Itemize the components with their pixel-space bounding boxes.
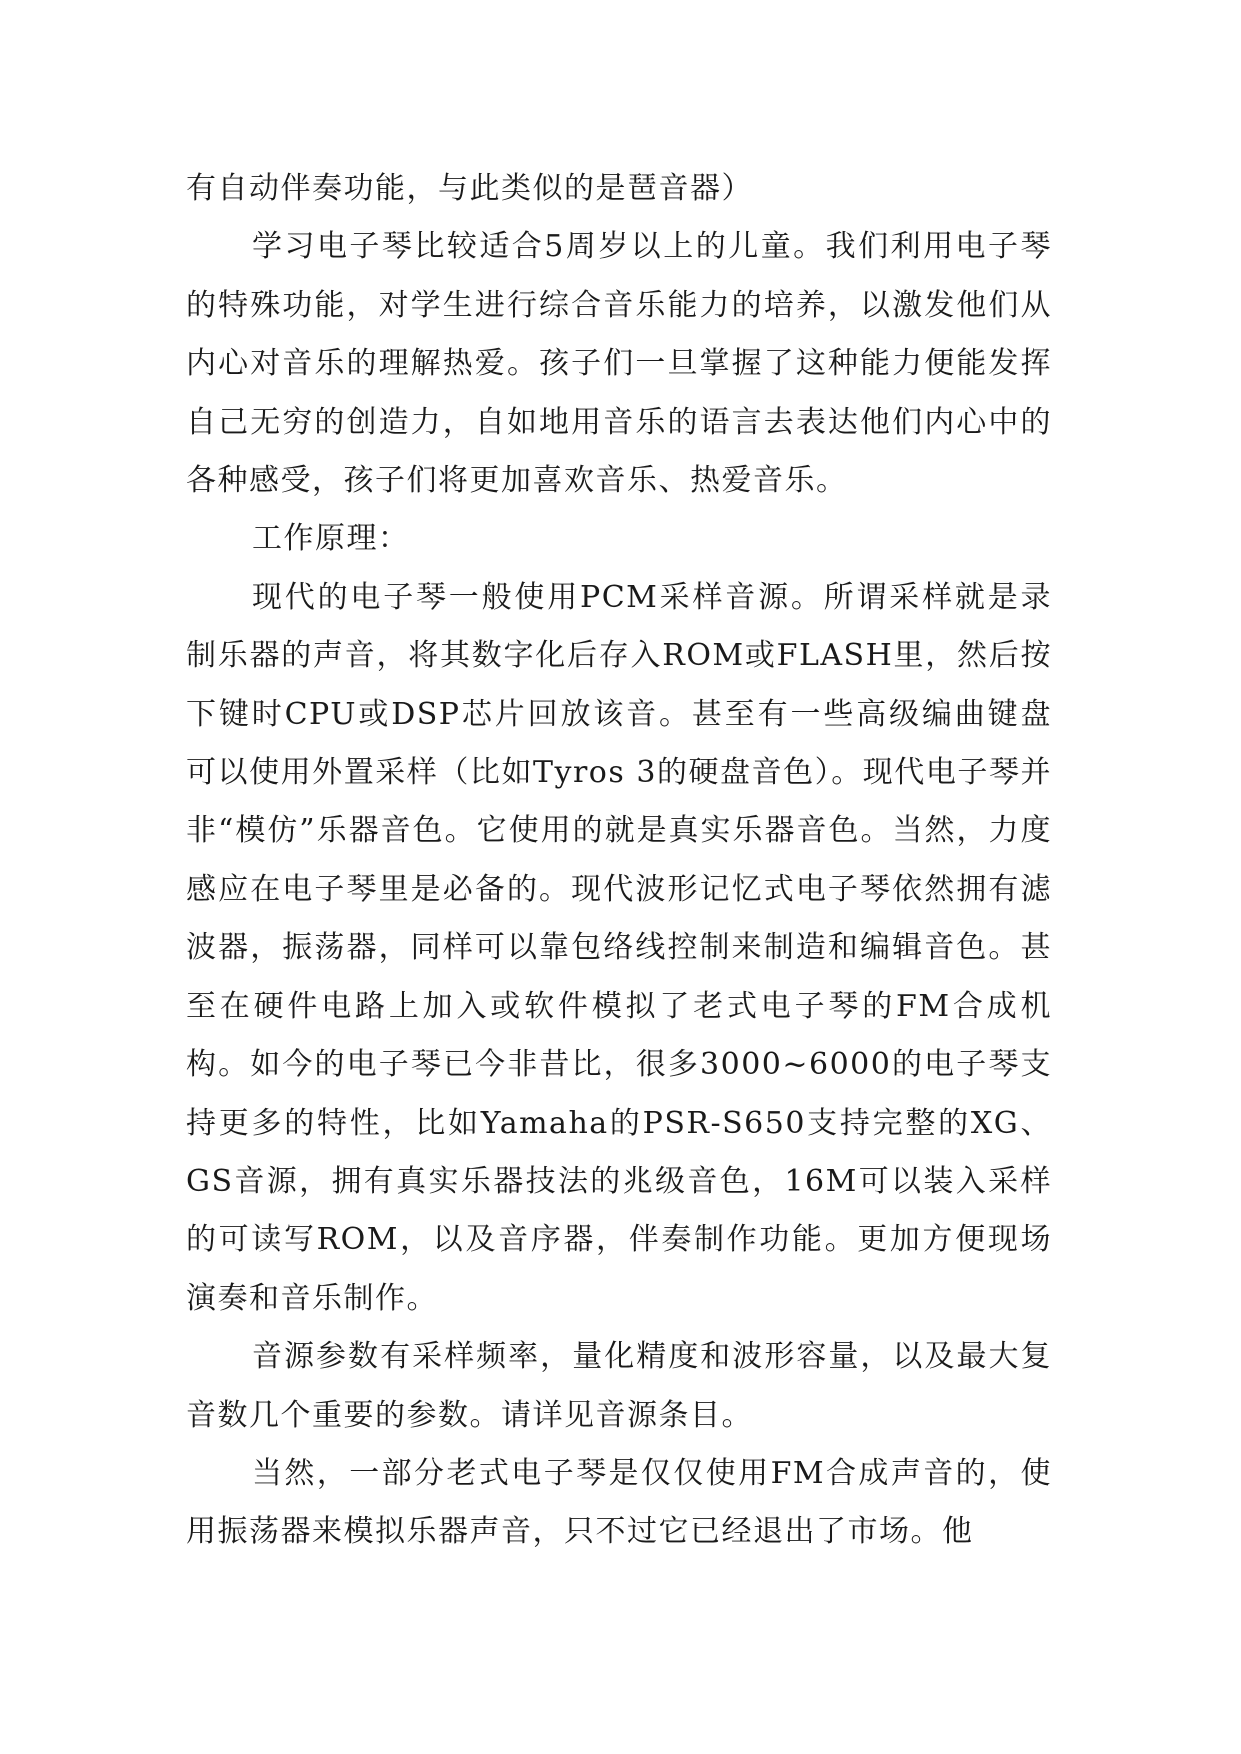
paragraph-pcm-sampling: 现代的电子琴一般使用PCM采样音源。所谓采样就是录制乐器的声音，将其数字化后存入ROM或FLASH里，然后按下键时CPU或DSP芯片回放该音。甚至有一些高级编曲键盘可以使用外置采样（比如Tyros 3的硬盘音色）。现代电子琴并非“模仿”乐器音色。它使用的就是真实乐器音色。当然，力度感应在电子琴里是必备的。现代波形记忆式电子琴依然拥有滤波器，振荡器，同样可以靠包络线控制来制造和编辑音色。甚至在硬件电路上加入或软件模拟了老式电子琴的FM合成机构。如今的电子琴已今非昔比，很多3000~6000的电子琴支持更多的特性，比如Yamaha的PSR-S650支持完整的XG、GS音源，拥有真实乐器技法的兆级音色，16M可以装入采样的可读写ROM，以及音序器，伴奏制作功能。更加方便现场演奏和音乐制作。: [186, 579, 1052, 1316]
paragraph-continuation: 有自动伴奏功能，与此类似的是琶音器）: [186, 171, 753, 206]
paragraph-learning: 学习电子琴比较适合5周岁以上的儿童。我们利用电子琴的特殊功能，对学生进行综合音乐能力的培养，以激发他们从内心对音乐的理解热爱。孩子们一旦掌握了这种能力便能发挥自己无穷的创造力，自如地用音乐的语言去表达他们内心中的各种感受，孩子们将更加喜欢音乐、热爱音乐。: [186, 229, 1052, 499]
paragraph-fm-synthesis: 当然，一部分老式电子琴是仅仅使用FM合成声音的，使用振荡器来模拟乐器声音，只不过它已经退出了市场。他: [186, 1455, 1052, 1550]
document-body: [186, 160, 1052, 1562]
section-heading-working-principle: 工作原理：: [252, 521, 410, 557]
paragraph-sound-source-params: 音源参数有采样频率，量化精度和波形容量，以及最大复音数几个重要的参数。请详见音源条目。: [186, 1339, 1052, 1433]
